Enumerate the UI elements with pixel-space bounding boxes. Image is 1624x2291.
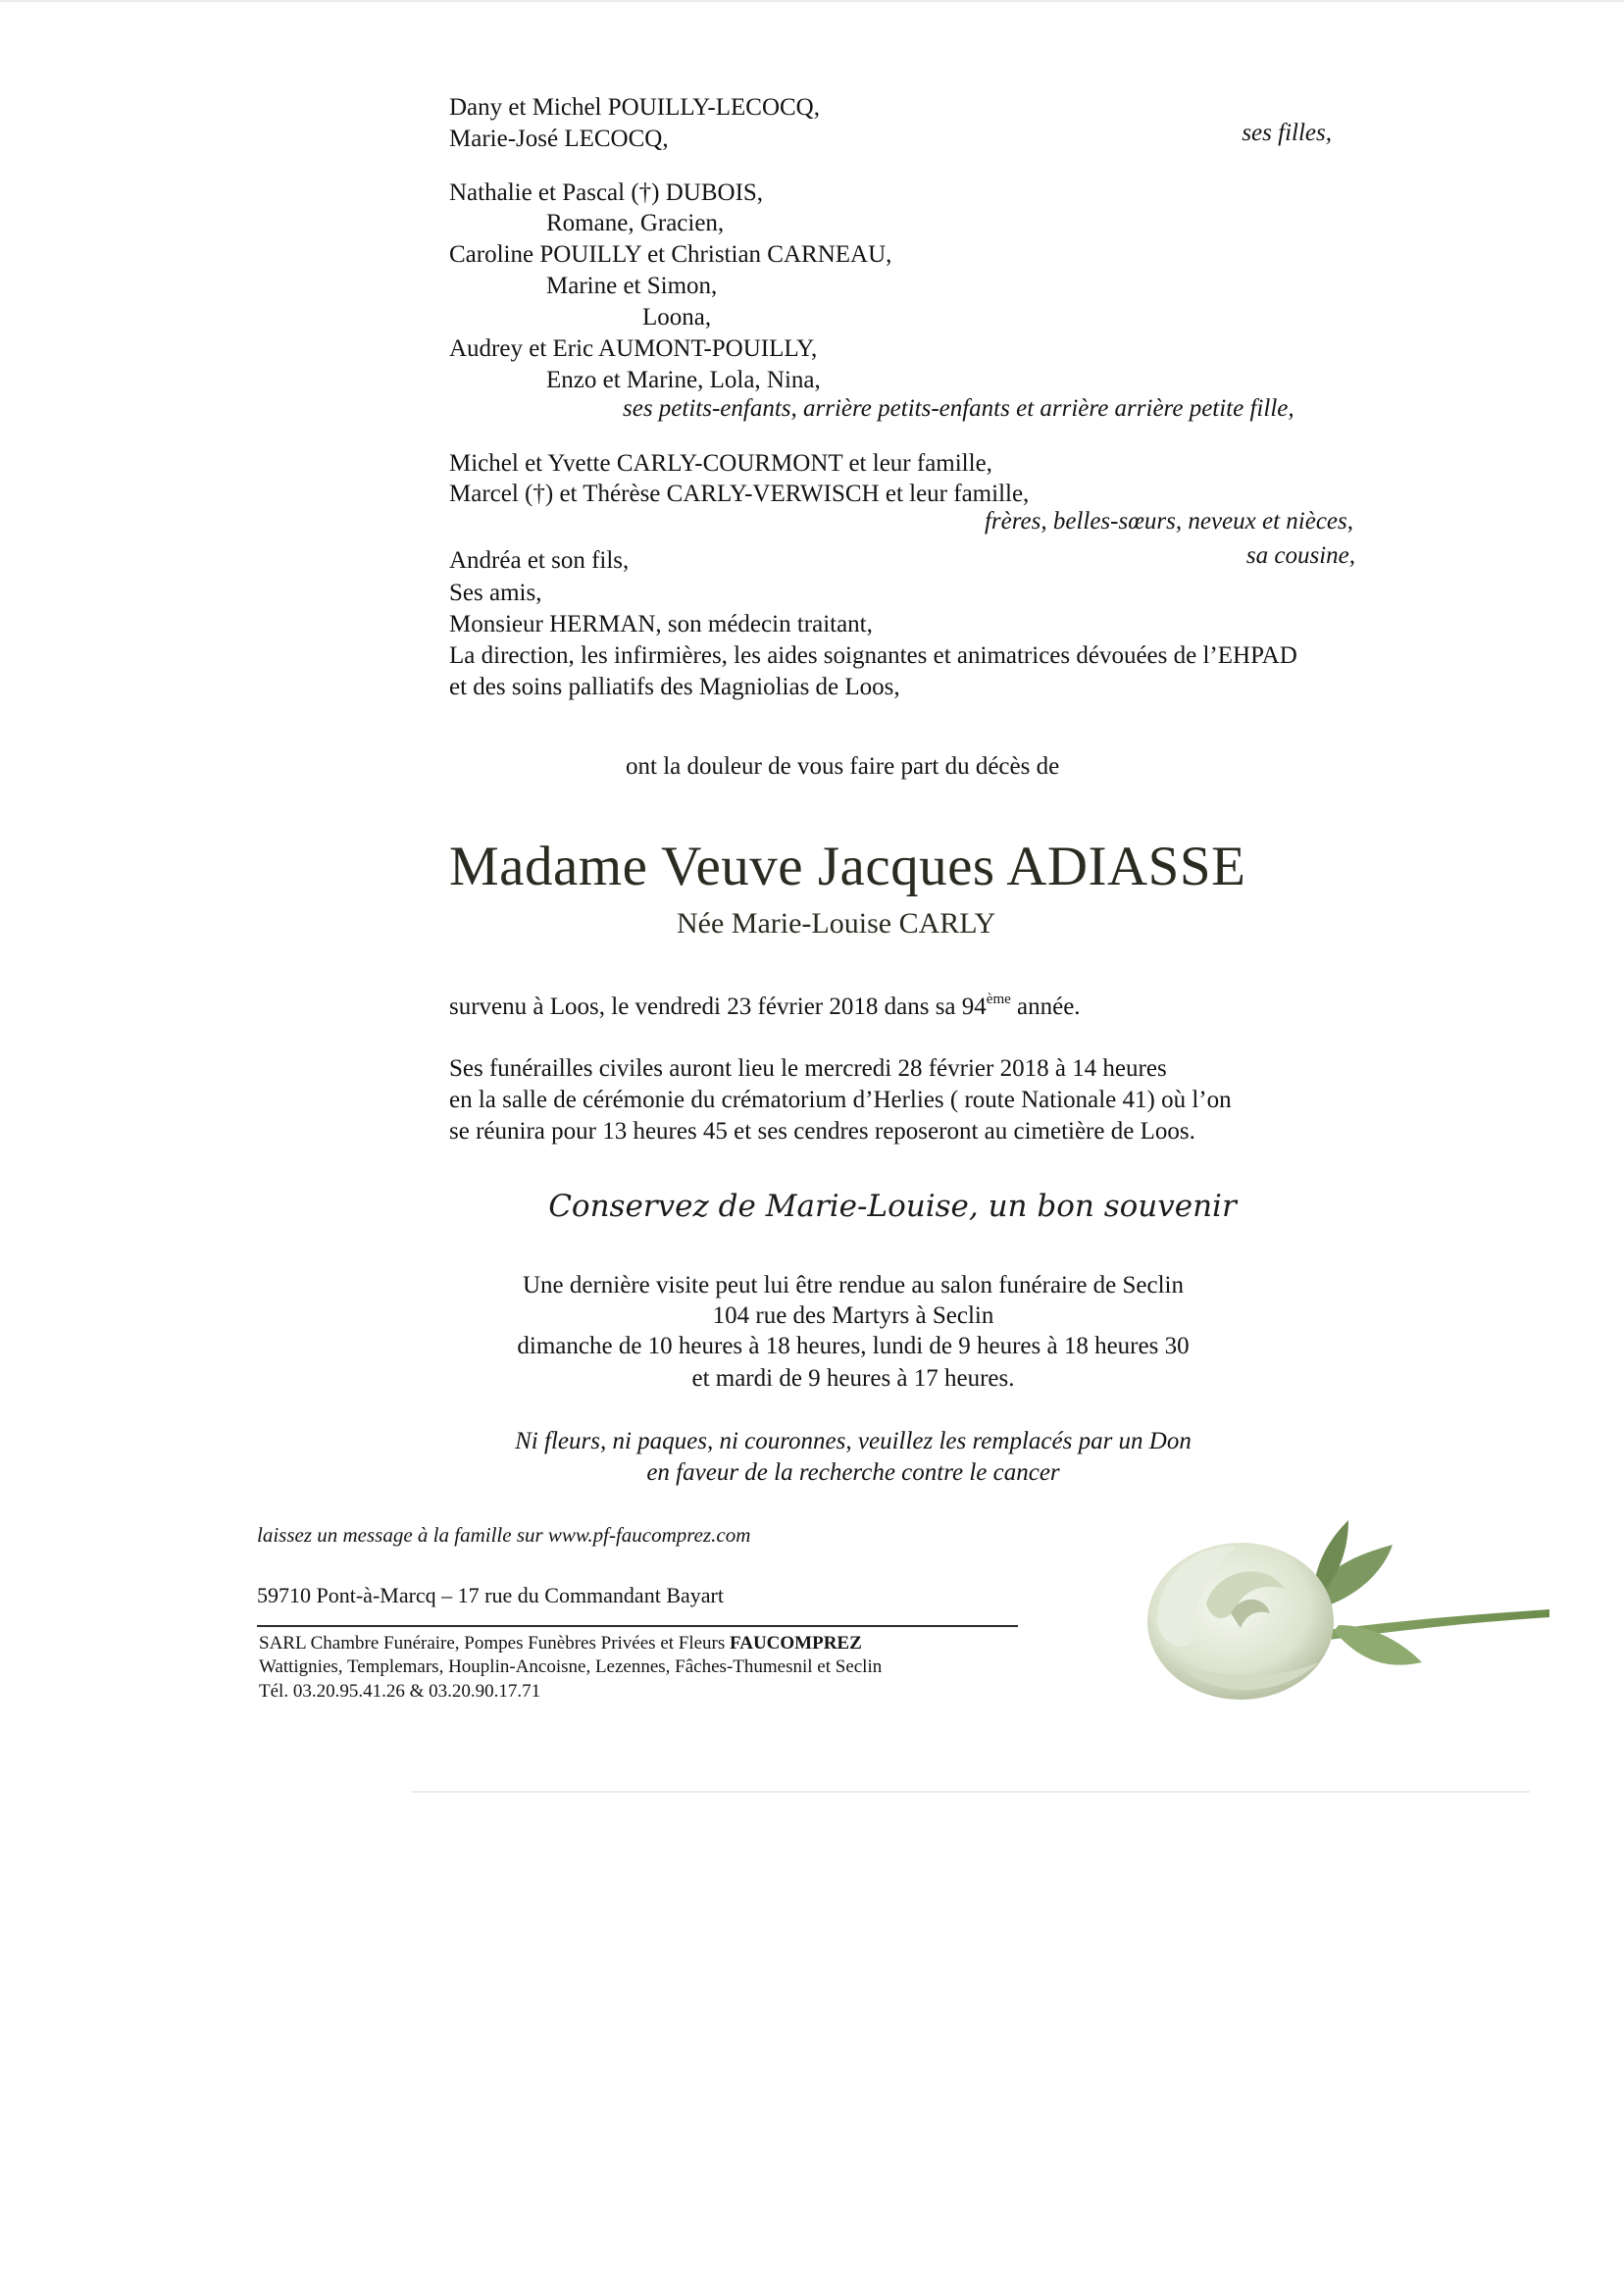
death-ordinal: ème (986, 992, 1011, 1007)
friends-line: Ses amis, (449, 580, 542, 606)
company-line-1 (259, 1632, 862, 1655)
deceased-birth-name: Née Marie-Louise CARLY (677, 907, 996, 940)
grandchild-2-children: Marine et Simon, (546, 273, 718, 299)
family-line-1: Dany et Michel POUILLY-LECOCQ, (449, 94, 820, 121)
funeral-line-1: Ses funérailles civiles auront lieu le mercredi 28 février 2018 à 14 heures (449, 1055, 1167, 1082)
staff-line-2: et des soins palliatifs des Magniolias de Loos, (449, 674, 900, 700)
sibling-line-2: Marcel (†) et Thérèse CARLY-VERWISCH et leur famille, (449, 481, 1030, 507)
death-text: survenu à Loos, le vendredi 23 février 2018 dans sa 94 (449, 993, 987, 1020)
footer-divider (257, 1625, 1018, 1627)
company-brand: FAUCOMPREZ (730, 1633, 862, 1654)
memory-quote: Conservez de Marie-Louise, un bon souvenir (548, 1189, 1237, 1224)
funeral-line-3: se réunira pour 13 heures 45 et ses cendres reposeront au cimetière de Loos. (449, 1118, 1195, 1145)
grandchild-3-children: Enzo et Marine, Lola, Nina, (546, 367, 821, 393)
visit-line-2: 104 rue des Martyrs à Seclin (712, 1302, 994, 1329)
death-text-end: année. (1010, 993, 1081, 1020)
visit-line-1: Une dernière visite peut lui être rendue au salon funéraire de Seclin (522, 1272, 1185, 1298)
grandchild-2-grandchild: Loona, (642, 304, 712, 331)
siblings-role: frères, belles-sœurs, neveux et nièces, (984, 508, 1353, 535)
scan-edge-top (0, 0, 1624, 2)
death-notice (449, 993, 1081, 1022)
cousin-role: sa cousine, (1245, 542, 1355, 569)
deceased-name: Madame Veuve Jacques ADIASSE (449, 836, 1246, 897)
flowers-line-1: Ni fleurs, ni paques, ni couronnes, veuillez les remplacés par un Don (515, 1428, 1192, 1454)
scan-edge-bottom (412, 1791, 1530, 1793)
company-line-2: Wattignies, Templemars, Houplin-Ancoisne, Lezennes, Fâches-Thumesnil et Seclin (259, 1656, 883, 1677)
grandchildren-role: ses petits-enfants, arrière petits-enfants et arrière arrière petite fille, (623, 395, 1294, 422)
visit-line-4: et mardi de 9 heures à 17 heures. (691, 1365, 1015, 1392)
grandchild-line-3: Audrey et Eric AUMONT-POUILLY, (449, 335, 818, 362)
flowers-line-2: en faveur de la recherche contre le cancer (646, 1459, 1060, 1486)
funeral-line-2: en la salle de cérémonie du crématorium d’Herlies ( route Nationale 41) où l’on (449, 1087, 1232, 1113)
grandchild-line-1: Nathalie et Pascal (†) DUBOIS, (449, 179, 764, 206)
grandchild-1-children: Romane, Gracien, (546, 210, 725, 236)
address-line: 59710 Pont-à-Marcq – 17 rue du Commandant Bayart (257, 1583, 724, 1607)
company-description: SARL Chambre Funéraire, Pompes Funèbres Privées et Fleurs (259, 1633, 731, 1654)
family-role-daughters: ses filles, (1242, 120, 1332, 146)
grandchild-line-2: Caroline POUILLY et Christian CARNEAU, (449, 241, 892, 268)
visit-line-3: dimanche de 10 heures à 18 heures, lundi de 9 heures à 18 heures 30 (517, 1333, 1190, 1359)
sibling-line-1: Michel et Yvette CARLY-COURMONT et leur famille, (449, 450, 992, 477)
staff-line-1: La direction, les infirmières, les aides soignantes et animatrices dévouées de l’EHPAD (449, 642, 1297, 669)
doctor-line: Monsieur HERMAN, son médecin traitant, (449, 611, 873, 637)
white-rose-image (1138, 1515, 1549, 1731)
message-link[interactable]: laissez un message à la famille sur www.pf-faucomprez.com (257, 1523, 751, 1547)
company-phone: Tél. 03.20.95.41.26 & 03.20.90.17.71 (259, 1681, 541, 1702)
family-line-2: Marie-José LECOCQ, (449, 126, 669, 152)
announcement: ont la douleur de vous faire part du décès de (626, 753, 1060, 780)
cousin-line: Andréa et son fils, (449, 547, 630, 574)
